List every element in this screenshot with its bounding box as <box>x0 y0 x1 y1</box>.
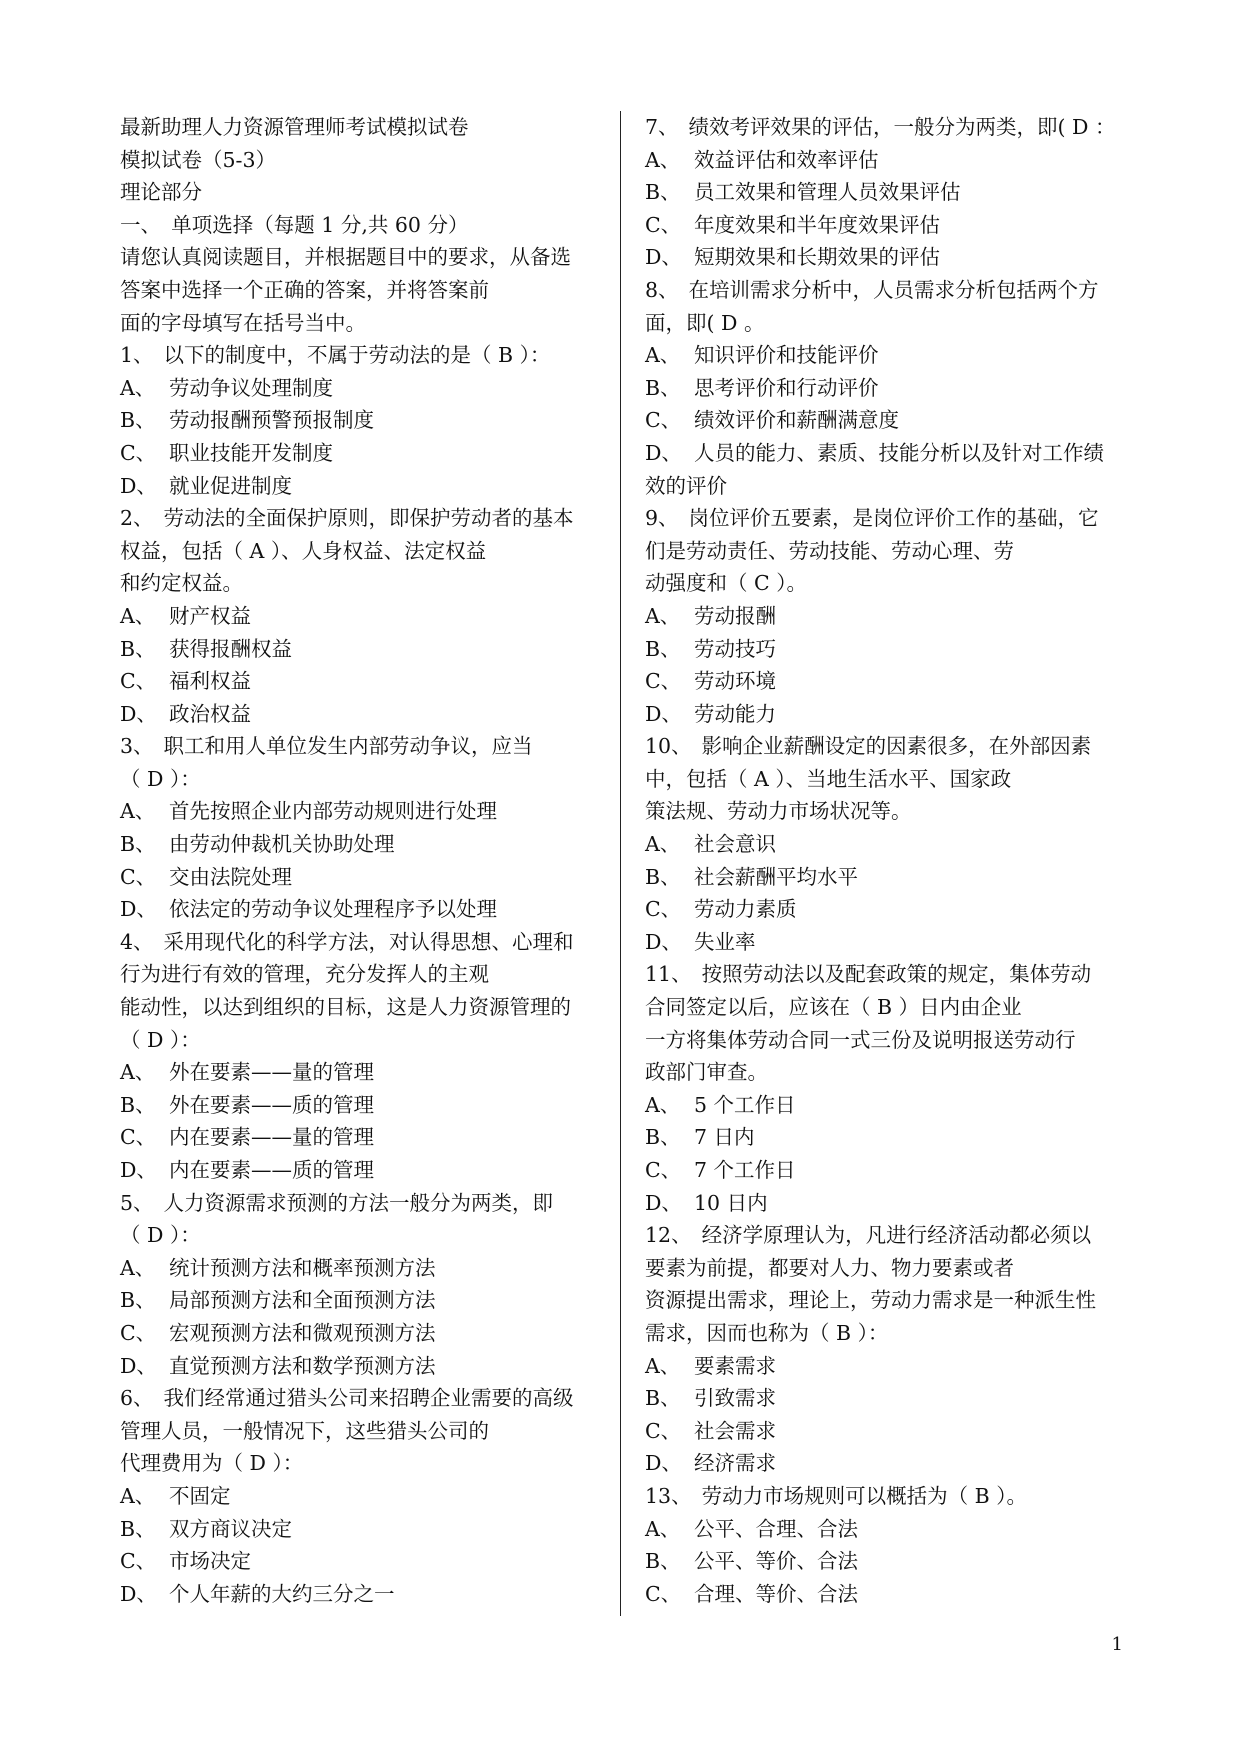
option-C <box>120 1121 610 1154</box>
option-B <box>645 372 1137 405</box>
option-letter: D、 <box>120 701 157 726</box>
option-letter: D、 <box>120 473 157 498</box>
question-stem-text: 们是劳动责任、劳动技能、劳动心理、劳 <box>645 538 1014 563</box>
question-stem-line <box>645 1284 1137 1317</box>
option-text: 劳动力素质 <box>694 897 797 922</box>
question-stem-line <box>645 958 1137 991</box>
option-D <box>120 1350 610 1383</box>
option-B <box>120 633 610 666</box>
question-stem-text: 要素为前提，都要对人力、物力要素或者 <box>645 1255 1014 1280</box>
question-number: 5、 <box>120 1190 154 1215</box>
option-text: 短期效果和长期效果的评估 <box>694 245 940 270</box>
option-D <box>120 893 610 926</box>
option-letter: C、 <box>120 669 157 694</box>
question-stem-text: 经济学原理认为，凡进行经济活动都必须以 <box>701 1223 1092 1248</box>
question-stem-text: （ D ）： <box>120 1223 201 1248</box>
option-B <box>645 861 1137 894</box>
question-11 <box>645 958 1137 1219</box>
option-letter: D、 <box>120 1353 157 1378</box>
option-A <box>645 144 1137 177</box>
option-text: 10 日内 <box>694 1190 768 1215</box>
option-B <box>120 828 610 861</box>
option-letter: D、 <box>645 701 682 726</box>
option-C <box>120 1317 610 1350</box>
question-stem-line <box>120 567 610 600</box>
option-letter: D、 <box>645 1190 682 1215</box>
question-stem-line <box>645 502 1137 535</box>
question-number: 9、 <box>645 506 679 531</box>
option-letter: A、 <box>645 832 681 857</box>
question-stem-text: 我们经常通过猎头公司来招聘企业需要的高级 <box>163 1386 574 1411</box>
option-letter: B、 <box>120 636 156 661</box>
option-letter: B、 <box>120 1288 156 1313</box>
option-letter: B、 <box>645 375 681 400</box>
option-text: 引致需求 <box>694 1386 776 1411</box>
option-text: 劳动能力 <box>694 701 776 726</box>
option-C <box>645 893 1137 926</box>
option-text: 社会意识 <box>694 832 776 857</box>
option-D <box>120 698 610 731</box>
option-text: 外在要素——质的管理 <box>169 1092 374 1117</box>
option-letter: B、 <box>645 180 681 205</box>
option-letter: C、 <box>120 1320 157 1345</box>
header-line: 理论部分 <box>120 180 202 205</box>
option-C <box>120 665 610 698</box>
question-stem-text: 和约定权益。 <box>120 571 243 596</box>
option-D <box>120 470 610 503</box>
option-letter: A、 <box>645 603 681 628</box>
question-3 <box>120 730 610 926</box>
question-stem-line <box>645 795 1137 828</box>
option-B <box>645 176 1137 209</box>
option-D <box>645 1187 1137 1220</box>
question-stem-text: 需求，因而也称为（ B ）： <box>645 1320 889 1345</box>
question-stem-text: 采用现代化的科学方法，对认得思想、心理和 <box>163 929 574 954</box>
option-letter: A、 <box>120 1060 156 1085</box>
question-stem-line <box>645 1252 1137 1285</box>
option-text: 要素需求 <box>694 1353 776 1378</box>
option-text: 获得报酬权益 <box>169 636 292 661</box>
option-text: 失业率 <box>694 929 756 954</box>
option-text: 社会需求 <box>694 1418 776 1443</box>
question-stem-line <box>645 1317 1137 1350</box>
option-letter: C、 <box>120 1549 157 1574</box>
option-B <box>645 1382 1137 1415</box>
option-continuation: 效的评价 <box>645 473 727 498</box>
question-stem-line <box>120 1447 610 1480</box>
option-letter: B、 <box>645 636 681 661</box>
option-text: 劳动报酬预警预报制度 <box>169 408 374 433</box>
question-number: 6、 <box>120 1386 154 1411</box>
option-text: 政治权益 <box>169 701 251 726</box>
question-stem-line <box>645 763 1137 796</box>
option-text: 劳动技巧 <box>694 636 776 661</box>
option-A <box>645 828 1137 861</box>
question-stem-line <box>645 1024 1137 1057</box>
question-stem-line <box>120 535 610 568</box>
question-stem-text: （ D ）： <box>120 766 201 791</box>
option-letter: B、 <box>645 1386 681 1411</box>
option-letter: B、 <box>120 408 156 433</box>
question-stem-line <box>120 958 610 991</box>
option-letter: B、 <box>120 832 156 857</box>
option-B <box>120 1513 610 1546</box>
option-letter: A、 <box>120 603 156 628</box>
question-stem-text: 动强度和（ C ）。 <box>645 571 807 596</box>
question-stem-line <box>120 1187 610 1220</box>
option-text: 市场决定 <box>169 1549 251 1574</box>
question-stem-text: 管理人员，一般情况下，这些猎头公司的 <box>120 1418 489 1443</box>
option-letter: C、 <box>120 1125 157 1150</box>
question-stem-line <box>645 307 1137 340</box>
question-stem-text: 权益，包括（ A ）、人身权益、法定权益 <box>120 538 487 563</box>
header-line: 一、 单项选择（每题 1 分,共 60 分） <box>120 212 469 237</box>
option-letter: A、 <box>120 1483 156 1508</box>
option-A <box>120 372 610 405</box>
option-letter: C、 <box>120 864 157 889</box>
question-stem-line <box>645 111 1137 144</box>
option-C <box>120 1545 610 1578</box>
option-text: 职业技能开发制度 <box>169 440 333 465</box>
question-stem-text: 策法规、劳动力市场状况等。 <box>645 799 912 824</box>
question-number: 12、 <box>645 1223 692 1248</box>
question-stem-line <box>120 763 610 796</box>
header-line: 面的字母填写在括号当中。 <box>120 310 366 335</box>
question-stem-line <box>120 1415 610 1448</box>
question-number: 7、 <box>645 115 679 139</box>
option-C <box>645 1578 1137 1611</box>
option-text: 知识评价和技能评价 <box>694 343 879 368</box>
option-letter: C、 <box>645 1418 682 1443</box>
option-text: 由劳动仲裁机关协助处理 <box>169 832 395 857</box>
question-number: 11、 <box>645 962 692 987</box>
option-text: 思考评价和行动评价 <box>694 375 879 400</box>
question-stem-line <box>645 567 1137 600</box>
question-stem-text: 劳动法的全面保护原则，即保护劳动者的基本 <box>163 506 574 531</box>
option-letter: D、 <box>120 897 157 922</box>
question-stem-line <box>645 730 1137 763</box>
question-stem-text: 能动性，以达到组织的目标，这是人力资源管理的 <box>120 995 571 1020</box>
option-D <box>120 1154 610 1187</box>
option-B <box>120 1089 610 1122</box>
option-letter: D、 <box>120 1581 157 1606</box>
question-stem-text: 岗位评价五要素，是岗位评价工作的基础，它 <box>688 506 1099 531</box>
option-text: 5 个工作日 <box>694 1092 796 1117</box>
option-letter: C、 <box>645 1581 682 1606</box>
option-A <box>645 1513 1137 1546</box>
question-9 <box>645 502 1137 730</box>
question-stem-line <box>120 1219 610 1252</box>
question-stem-text: 中，包括（ A ）、当地生活水平、国家政 <box>645 766 1012 791</box>
question-10 <box>645 730 1137 958</box>
option-text: 个人年薪的大约三分之一 <box>169 1581 395 1606</box>
option-A <box>120 795 610 828</box>
option-C <box>645 1415 1137 1448</box>
option-letter: B、 <box>645 1549 681 1574</box>
option-letter: D、 <box>645 245 682 270</box>
option-letter: B、 <box>120 1516 156 1541</box>
option-C <box>645 665 1137 698</box>
option-letter: A、 <box>645 1092 681 1117</box>
option-text: 直觉预测方法和数学预测方法 <box>169 1353 436 1378</box>
option-text: 社会薪酬平均水平 <box>694 864 858 889</box>
column-divider <box>620 111 621 1616</box>
option-B <box>645 1545 1137 1578</box>
option-letter: C、 <box>645 408 682 433</box>
question-number: 3、 <box>120 734 154 759</box>
question-2 <box>120 502 610 730</box>
option-letter: B、 <box>645 864 681 889</box>
question-stem-line <box>120 730 610 763</box>
option-letter: C、 <box>645 212 682 237</box>
question-4 <box>120 926 610 1187</box>
option-B <box>645 633 1137 666</box>
question-stem-text: 按照劳动法以及配套政策的规定，集体劳动 <box>701 962 1092 987</box>
option-text: 劳动环境 <box>694 669 776 694</box>
option-B <box>120 1284 610 1317</box>
option-letter: B、 <box>120 1092 156 1117</box>
option-text: 内在要素——质的管理 <box>169 1158 374 1182</box>
header-line: 请您认真阅读题目，并根据题目中的要求，从备选 <box>120 245 571 270</box>
question-5 <box>120 1187 610 1383</box>
question-number: 10、 <box>645 734 692 759</box>
option-A <box>645 1089 1137 1122</box>
option-letter: D、 <box>645 440 682 465</box>
question-stem-text: 合同签定以后，应该在（ B ）日内由企业 <box>645 995 1022 1020</box>
left-column <box>120 111 610 1610</box>
option-text: 就业促进制度 <box>169 473 292 498</box>
option-letter: A、 <box>645 147 681 172</box>
option-text: 年度效果和半年度效果评估 <box>694 212 940 237</box>
question-stem-text: 面，即( D 。 <box>645 310 765 335</box>
option-B <box>120 404 610 437</box>
question-number: 13、 <box>645 1483 692 1508</box>
question-stem-text: 劳动力市场规则可以概括为（ B ）。 <box>701 1483 1027 1508</box>
option-D <box>645 698 1137 731</box>
option-letter: A、 <box>120 375 156 400</box>
option-text: 7 日内 <box>694 1125 755 1150</box>
option-text: 员工效果和管理人员效果评估 <box>694 180 961 205</box>
option-C <box>645 404 1137 437</box>
option-A <box>645 600 1137 633</box>
option-text: 公平、等价、合法 <box>694 1549 858 1574</box>
option-letter: D、 <box>120 1158 157 1182</box>
question-stem-text: 一方将集体劳动合同一式三份及说明报送劳动行 <box>645 1027 1076 1052</box>
option-letter: A、 <box>645 343 681 368</box>
option-text: 内在要素——量的管理 <box>169 1125 374 1150</box>
option-C <box>645 1154 1137 1187</box>
option-A <box>120 1056 610 1089</box>
option-B <box>645 1121 1137 1154</box>
option-text: 局部预测方法和全面预测方法 <box>169 1288 436 1313</box>
option-letter: A、 <box>645 1516 681 1541</box>
page-number: 1 <box>1111 1634 1123 1655</box>
question-stem-text: 影响企业薪酬设定的因素很多，在外部因素 <box>701 734 1092 759</box>
question-stem-line <box>645 1056 1137 1089</box>
question-stem-line <box>120 926 610 959</box>
option-D <box>120 1578 610 1611</box>
question-stem-line <box>120 1024 610 1057</box>
option-text: 合理、等价、合法 <box>694 1581 858 1606</box>
option-D <box>645 437 1137 470</box>
question-stem-text: 以下的制度中，不属于劳动法的是（ B ）： <box>163 343 551 368</box>
option-text: 不固定 <box>169 1483 231 1508</box>
option-text: 劳动报酬 <box>694 603 776 628</box>
option-text: 交由法院处理 <box>169 864 292 889</box>
option-text: 经济需求 <box>694 1451 776 1476</box>
option-text: 外在要素——量的管理 <box>169 1060 374 1085</box>
question-stem-line <box>120 502 610 535</box>
question-stem-line <box>120 339 610 372</box>
option-letter: A、 <box>120 799 156 824</box>
question-stem-line <box>645 535 1137 568</box>
option-A <box>645 339 1137 372</box>
option-text: 绩效评价和薪酬满意度 <box>694 408 899 433</box>
question-stem-text: 绩效考评效果的评估，一般分为两类，即( D ： <box>688 115 1116 139</box>
option-letter: C、 <box>120 440 157 465</box>
option-C <box>120 861 610 894</box>
question-number: 2、 <box>120 506 154 531</box>
option-D <box>645 241 1137 274</box>
option-letter: A、 <box>645 1353 681 1378</box>
option-C <box>645 209 1137 242</box>
question-stem-text: 在培训需求分析中，人员需求分析包括两个方 <box>688 277 1099 302</box>
right-column <box>645 111 1137 1610</box>
option-text: 首先按照企业内部劳动规则进行处理 <box>169 799 497 824</box>
question-12 <box>645 1219 1137 1480</box>
question-stem-text: 政部门审查。 <box>645 1060 768 1085</box>
option-A <box>120 1480 610 1513</box>
question-6 <box>120 1382 610 1610</box>
option-C <box>120 437 610 470</box>
option-A <box>120 1252 610 1285</box>
option-text: 宏观预测方法和微观预测方法 <box>169 1320 436 1345</box>
question-7 <box>645 111 1137 274</box>
option-letter: A、 <box>120 1255 156 1280</box>
question-stem-text: 行为进行有效的管理，充分发挥人的主观 <box>120 962 489 987</box>
option-letter: C、 <box>645 669 682 694</box>
question-stem-line <box>120 991 610 1024</box>
question-1 <box>120 339 610 502</box>
option-text: 依法定的劳动争议处理程序予以处理 <box>169 897 497 922</box>
option-letter: C、 <box>645 897 682 922</box>
option-A <box>120 600 610 633</box>
option-letter: B、 <box>645 1125 681 1150</box>
question-stem-text: （ D ）： <box>120 1027 201 1052</box>
question-number: 1、 <box>120 343 154 368</box>
question-stem-line <box>645 1480 1137 1513</box>
question-stem-line <box>645 274 1137 307</box>
question-stem-text: 资源提出需求，理论上，劳动力需求是一种派生性 <box>645 1288 1096 1313</box>
question-13 <box>645 1480 1137 1610</box>
option-text: 人员的能力、素质、技能分析以及针对工作绩 <box>694 440 1104 465</box>
option-letter: C、 <box>645 1158 682 1182</box>
option-letter: D、 <box>645 929 682 954</box>
question-stem-text: 人力资源需求预测的方法一般分为两类，即 <box>163 1190 554 1215</box>
option-D <box>645 926 1137 959</box>
option-text: 福利权益 <box>169 669 251 694</box>
option-letter: D、 <box>645 1451 682 1476</box>
question-stem-text: 职工和用人单位发生内部劳动争议，应当 <box>163 734 533 759</box>
option-text: 公平、合理、合法 <box>694 1516 858 1541</box>
option-text: 效益评估和效率评估 <box>694 147 879 172</box>
question-number: 4、 <box>120 929 154 954</box>
option-text: 双方商议决定 <box>169 1516 292 1541</box>
question-8 <box>645 274 1137 502</box>
question-stem-line <box>645 991 1137 1024</box>
header-line: 模拟试卷（5-3） <box>120 147 277 172</box>
option-text: 7 个工作日 <box>694 1158 796 1182</box>
option-text: 劳动争议处理制度 <box>169 375 333 400</box>
question-stem-text: 代理费用为（ D ）： <box>120 1451 304 1476</box>
option-A <box>645 1350 1137 1383</box>
option-D <box>645 1447 1137 1480</box>
option-text: 财产权益 <box>169 603 251 628</box>
question-stem-line <box>120 1382 610 1415</box>
header-line: 最新助理人力资源管理师考试模拟试卷 <box>120 115 469 139</box>
question-stem-line <box>645 1219 1137 1252</box>
question-number: 8、 <box>645 277 679 302</box>
option-text: 统计预测方法和概率预测方法 <box>169 1255 436 1280</box>
header-line: 答案中选择一个正确的答案，并将答案前 <box>120 277 489 302</box>
